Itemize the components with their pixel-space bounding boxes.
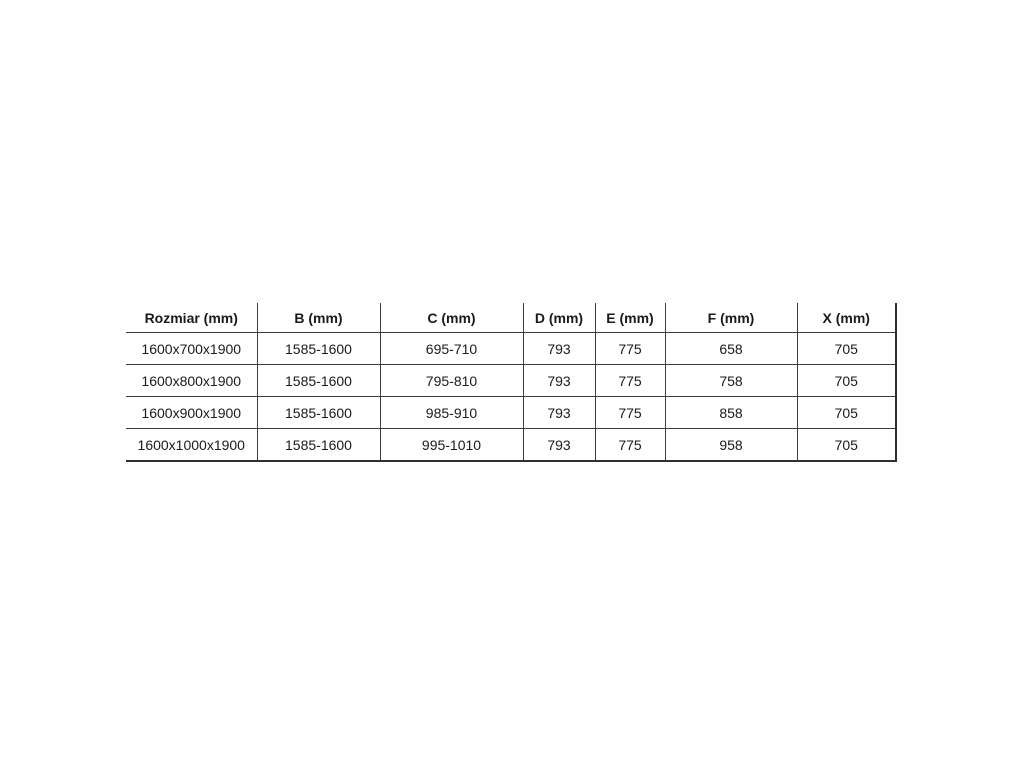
- table-cell: 793: [523, 333, 595, 365]
- table-cell: 705: [797, 397, 896, 429]
- column-header-e: E (mm): [595, 303, 665, 333]
- column-header-d: D (mm): [523, 303, 595, 333]
- table-cell: 985-910: [380, 397, 523, 429]
- table-row: [126, 333, 896, 365]
- table-cell: 793: [523, 429, 595, 462]
- table-cell: 1585-1600: [257, 397, 380, 429]
- table-cell: 1585-1600: [257, 333, 380, 365]
- table-cell: 1585-1600: [257, 365, 380, 397]
- table-cell: 1600x700x1900: [126, 333, 257, 365]
- table-cell: 793: [523, 397, 595, 429]
- table-cell: 793: [523, 365, 595, 397]
- table-cell: 705: [797, 333, 896, 365]
- column-header-b: B (mm): [257, 303, 380, 333]
- table-cell: 775: [595, 429, 665, 462]
- table-cell: 695-710: [380, 333, 523, 365]
- table-cell: 1600x800x1900: [126, 365, 257, 397]
- table-cell: 1600x900x1900: [126, 397, 257, 429]
- column-header-rozmiar: Rozmiar (mm): [126, 303, 257, 333]
- size-spec-table: [126, 303, 897, 462]
- table-cell: 658: [665, 333, 797, 365]
- table-cell: 705: [797, 429, 896, 462]
- table-row: [126, 429, 896, 462]
- table-cell: 958: [665, 429, 797, 462]
- column-header-x: X (mm): [797, 303, 896, 333]
- table-cell: 858: [665, 397, 797, 429]
- table-row: [126, 365, 896, 397]
- column-header-c: C (mm): [380, 303, 523, 333]
- table-cell: 775: [595, 365, 665, 397]
- table-cell: 1600x1000x1900: [126, 429, 257, 462]
- table-header-row: [126, 303, 896, 333]
- column-header-f: F (mm): [665, 303, 797, 333]
- table-cell: 1585-1600: [257, 429, 380, 462]
- table-cell: 775: [595, 333, 665, 365]
- table-cell: 775: [595, 397, 665, 429]
- table-cell: 705: [797, 365, 896, 397]
- table-cell: 758: [665, 365, 797, 397]
- table-cell: 995-1010: [380, 429, 523, 462]
- table-row: [126, 397, 896, 429]
- table-cell: 795-810: [380, 365, 523, 397]
